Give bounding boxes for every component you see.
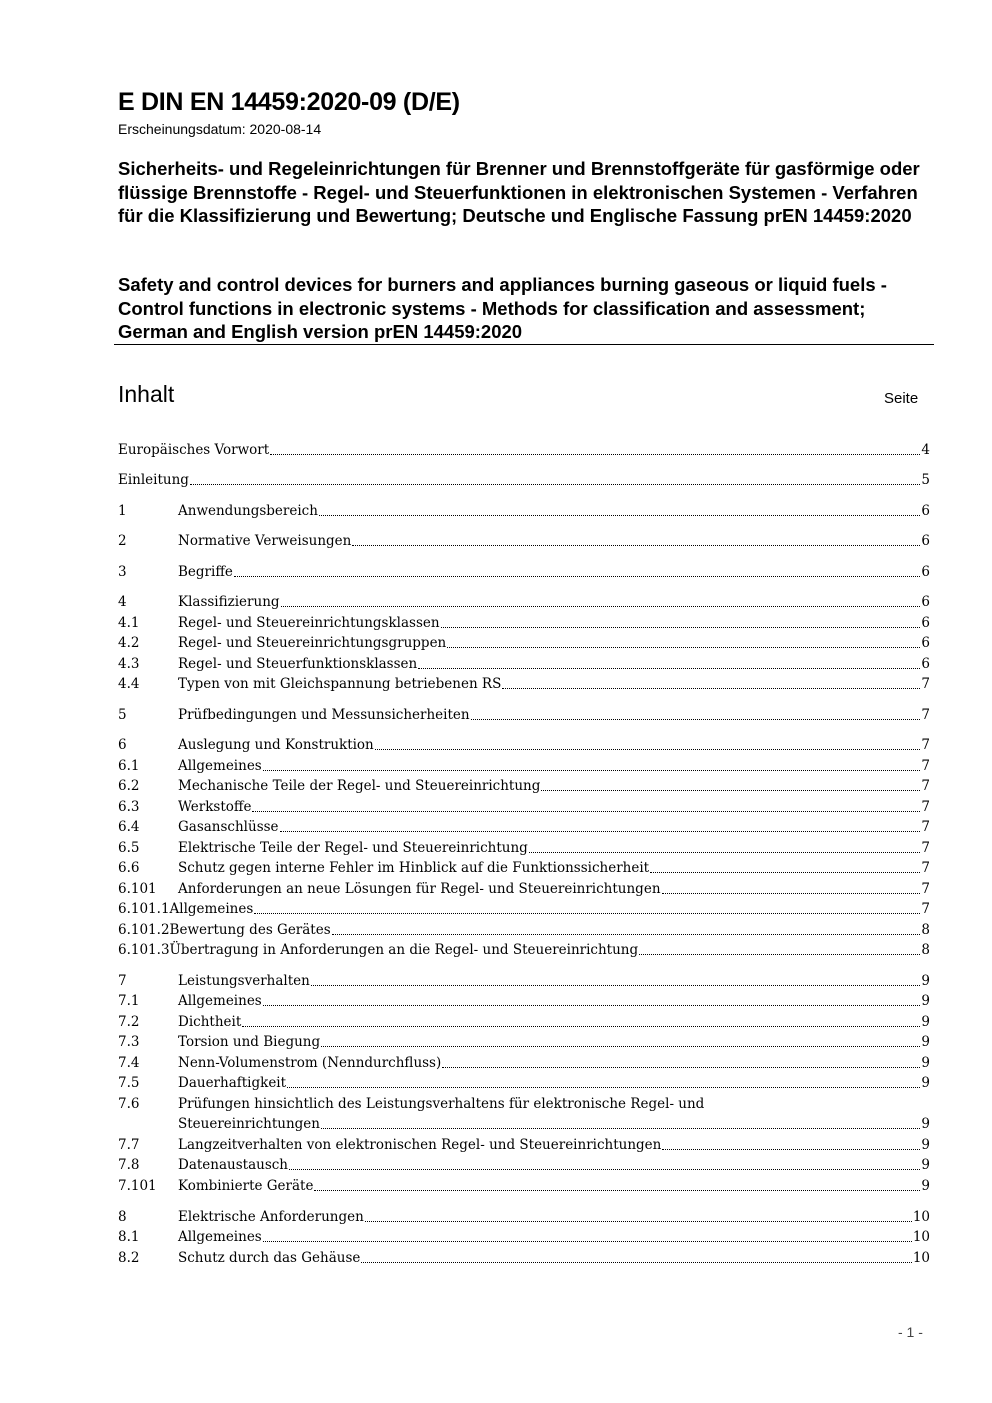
toc-entry-number: 2 [118, 533, 127, 549]
toc-leader-dots [502, 674, 920, 689]
toc-entry[interactable] [118, 531, 930, 551]
toc-entry-number: 7.2 [118, 1014, 140, 1030]
toc-entry-number: 7 [118, 973, 127, 989]
toc-leader-dots [289, 1155, 920, 1170]
toc-entry-title: Datenaustausch [178, 1157, 289, 1173]
toc-leader-dots [529, 838, 921, 853]
toc-entry-page: 6 [921, 533, 930, 549]
toc-entry-page: 9 [921, 1178, 930, 1194]
toc-entry-page: 7 [921, 737, 930, 753]
toc-entry[interactable] [118, 562, 930, 582]
toc-entry-number: 6.4 [118, 819, 140, 835]
toc-leader-dots [418, 654, 920, 669]
toc-entry-number: 4.3 [118, 656, 140, 672]
toc-entry-page: 7 [921, 778, 930, 794]
toc-leader-dots [242, 1012, 920, 1027]
toc-entry-number: 8.2 [118, 1250, 140, 1266]
toc-entry[interactable] [118, 633, 930, 653]
toc-entry[interactable] [118, 613, 930, 633]
toc-leader-dots [447, 633, 920, 648]
toc-entry-title: Anwendungsbereich [178, 503, 318, 519]
toc-entry-title: Leistungsverhalten [178, 973, 310, 989]
toc-entry-page: 6 [921, 635, 930, 651]
toc-entry-number: 6.101.3 [118, 942, 170, 958]
toc-entry[interactable] [118, 1155, 930, 1175]
title-divider [114, 344, 934, 345]
toc-entry-title: Europäisches Vorwort [118, 442, 270, 458]
toc-entry-number: 7.3 [118, 1034, 140, 1050]
toc-entry[interactable] [118, 735, 930, 755]
toc-entry[interactable] [118, 920, 930, 940]
toc-leader-dots [471, 705, 921, 720]
toc-entry[interactable] [118, 879, 930, 899]
toc-entry-number-spacer [118, 1114, 178, 1134]
toc-entry-title: Allgemeines [169, 901, 254, 917]
toc-entry-page: 7 [921, 676, 930, 692]
toc-entry-number: 6.2 [118, 778, 140, 794]
toc-entry-title: Regel- und Steuereinrichtungsgruppen [178, 635, 447, 651]
toc-entry-title: Schutz gegen interne Fehler im Hinblick auf die Funktionssicherheit [178, 860, 650, 876]
document-id: E DIN EN 14459:2020-09 (D/E) [118, 88, 460, 116]
toc-entry-title: Torsion und Biegung [178, 1034, 321, 1050]
toc-entry-page: 7 [921, 707, 930, 723]
toc-entry[interactable] [118, 817, 930, 837]
toc-entry-title: Allgemeines [178, 758, 262, 774]
toc-entry-number: 3 [118, 564, 127, 580]
toc-entry-title: Dichtheit [178, 1014, 242, 1030]
toc-entry[interactable] [118, 654, 930, 674]
toc-entry-number: 7.8 [118, 1157, 140, 1173]
toc-entry-title: Übertragung in Anforderungen an die Regel- und Steuereinrichtung [169, 942, 639, 958]
toc-entry-number: 4.4 [118, 676, 140, 692]
toc-entry-title: Regel- und Steuerfunktionsklassen [178, 656, 418, 672]
toc-entry-page: 10 [912, 1250, 930, 1266]
toc-entry-title: Allgemeines [178, 1229, 262, 1245]
toc-entry-page: 10 [912, 1229, 930, 1245]
toc-entry-page: 9 [921, 1075, 930, 1091]
toc-leader-dots [321, 1114, 920, 1129]
toc-entry-number: 6.101.1 [118, 901, 170, 917]
toc-entry-page: 9 [921, 1014, 930, 1030]
toc-entry-page: 9 [921, 973, 930, 989]
toc-entry-number: 4.2 [118, 635, 140, 651]
toc-entry-page: 7 [921, 881, 930, 897]
toc-entry-title: Auslegung und Konstruktion [178, 737, 374, 753]
toc-entry-title: Dauerhaftigkeit [178, 1075, 287, 1091]
toc-leader-dots [270, 440, 920, 455]
toc-entry-title: Bewertung des Gerätes [169, 922, 331, 938]
toc-entry[interactable] [118, 470, 930, 490]
toc-leader-dots [263, 1227, 912, 1242]
toc-entry-title: Prüfbedingungen und Messunsicherheiten [178, 707, 470, 723]
toc-leader-dots [662, 879, 921, 894]
toc-leader-dots [281, 592, 921, 607]
toc-leader-dots [365, 1207, 912, 1222]
toc-entry-page: 4 [921, 442, 930, 458]
toc-entry-title: Kombinierte Geräte [178, 1178, 314, 1194]
toc-entry-title: Einleitung [118, 472, 189, 488]
toc-entry[interactable] [118, 1227, 930, 1247]
toc-entry-page: 7 [921, 860, 930, 876]
toc-entry-title: Mechanische Teile der Regel- und Steuereinrichtung [178, 778, 541, 794]
toc-leader-dots [311, 971, 921, 986]
toc-leader-dots [234, 562, 921, 577]
toc-entry-title: Anforderungen an neue Lösungen für Regel- und Steuereinrichtungen [178, 881, 661, 897]
toc-entry-page: 6 [921, 594, 930, 610]
toc-entry[interactable] [118, 1207, 930, 1227]
toc-leader-dots [314, 1176, 920, 1191]
toc-entry-page: 6 [921, 615, 930, 631]
toc-entry-number: 8 [118, 1209, 127, 1225]
toc-entry[interactable] [118, 797, 930, 817]
toc-entry-title: Typen von mit Gleichspannung betriebenen RS [178, 676, 502, 692]
toc-entry-number: 6 [118, 737, 127, 753]
toc-entry-page: 9 [921, 1157, 930, 1173]
toc-entry-number: 6.1 [118, 758, 140, 774]
toc-leader-dots [321, 1032, 920, 1047]
toc-entry[interactable] [118, 899, 930, 919]
title-german: Sicherheits- und Regeleinrichtungen für Brenner und Brennstoffgeräte für gasförmige oder flüssige Brennstoffe - Regel- und Steuerfunktionen in elektronischen Systemen - Verfahren für die Klassifizierung und Bewertung; Deutsche und Englische Fassung prEN 14459:2020 [118, 158, 920, 226]
toc-entry-number: 1 [118, 503, 127, 519]
toc-entry[interactable] [118, 971, 930, 991]
toc-leader-dots [254, 899, 920, 914]
toc-entry-title: Langzeitverhalten von elektronischen Regel- und Steuereinrichtungen [178, 1137, 662, 1153]
toc-entry-number: 7.101 [118, 1178, 157, 1194]
toc-entry[interactable] [118, 1135, 930, 1155]
toc-leader-dots [442, 1053, 920, 1068]
toc-entry-title: Schutz durch das Gehäuse [178, 1250, 361, 1266]
title-english: Safety and control devices for burners and appliances burning gaseous or liquid fuels - Control functions in electronic systems - Methods for classification and assessment; German and English version prEN 14459:2020 [118, 274, 887, 342]
toc-entry-page: 9 [921, 1116, 930, 1132]
toc-entry[interactable] [118, 1176, 930, 1196]
toc-entry-page: 7 [921, 901, 930, 917]
toc-entry-title: Klassifizierung [178, 594, 280, 610]
toc-entry-page: 9 [921, 993, 930, 1009]
toc-entry-page: 9 [921, 1034, 930, 1050]
toc-entry[interactable] [118, 1032, 930, 1052]
toc-entry-page: 7 [921, 758, 930, 774]
toc-entry-title: Nenn-Volumenstrom (Nenndurchfluss) [178, 1055, 442, 1071]
toc-entry-page: 6 [921, 564, 930, 580]
toc-entry[interactable] [118, 501, 930, 521]
toc-entry[interactable] [118, 674, 930, 694]
toc-entry-number: 7.6 [118, 1096, 140, 1112]
toc-leader-dots [263, 991, 921, 1006]
toc-entry[interactable] [118, 991, 930, 1011]
toc-entry-title: Elektrische Teile der Regel- und Steuereinrichtung [178, 840, 528, 856]
toc-entry-continuation[interactable] [118, 1114, 930, 1134]
toc-entry-page: 7 [921, 840, 930, 856]
toc-entry-title: Werkstoffe [178, 799, 252, 815]
toc-entry-number: 4 [118, 594, 127, 610]
toc-leader-dots [662, 1135, 920, 1150]
toc-entry[interactable] [118, 1073, 930, 1093]
toc-leader-dots [280, 817, 921, 832]
toc-entry[interactable] [118, 858, 930, 878]
toc-entry-number: 7.5 [118, 1075, 140, 1091]
toc-entry-title: Normative Verweisungen [178, 533, 352, 549]
toc-entry[interactable] [118, 940, 930, 960]
toc-entry-page: 6 [921, 503, 930, 519]
toc-entry-number: 6.5 [118, 840, 140, 856]
toc-entry-number: 8.1 [118, 1229, 140, 1245]
toc-leader-dots [375, 735, 921, 750]
toc-entry-number: 7.7 [118, 1137, 140, 1153]
toc-leader-dots [287, 1073, 920, 1088]
toc-entry-number: 5 [118, 707, 127, 723]
toc-entry[interactable] [118, 1053, 930, 1073]
toc-entry[interactable] [118, 705, 930, 725]
toc-entry-title: Steuereinrichtungen [178, 1116, 320, 1132]
toc-leader-dots [352, 531, 920, 546]
toc-entry[interactable] [118, 592, 930, 612]
toc-entry-number: 6.101 [118, 881, 157, 897]
toc-page-column-heading: Seite [884, 390, 919, 407]
toc-entry-title: Elektrische Anforderungen [178, 1209, 364, 1225]
toc-entry[interactable] [118, 440, 930, 460]
toc-leader-dots [639, 940, 920, 955]
toc-entry-number: 6.101.2 [118, 922, 170, 938]
toc-entry-title: Allgemeines [178, 993, 262, 1009]
toc-entry-page: 7 [921, 819, 930, 835]
toc-entry[interactable] [118, 776, 930, 796]
toc-leader-dots [541, 776, 920, 791]
toc-entry-number: 6.3 [118, 799, 140, 815]
toc-entry-page: 10 [912, 1209, 930, 1225]
toc-entry-title: Begriffe [178, 564, 233, 580]
toc-entry-page: 6 [921, 656, 930, 672]
toc-entry-page: 9 [921, 1137, 930, 1153]
toc-entry[interactable] [118, 1248, 930, 1268]
toc-leader-dots [441, 613, 921, 628]
toc-entry-title: Regel- und Steuereinrichtungsklassen [178, 615, 440, 631]
toc-leader-dots [263, 756, 921, 771]
toc-leader-dots [361, 1248, 911, 1263]
toc-leader-dots [252, 797, 920, 812]
toc-entry-title: Gasanschlüsse [178, 819, 279, 835]
toc-leader-dots [190, 470, 920, 485]
toc-entry[interactable] [118, 1012, 930, 1032]
toc-leader-dots [319, 501, 920, 516]
toc-entry-page: 7 [921, 799, 930, 815]
toc-leader-dots [650, 858, 920, 873]
toc-entry-page: 9 [921, 1055, 930, 1071]
page-number: - 1 - [898, 1324, 923, 1340]
toc-leader-dots [332, 920, 921, 935]
toc-entry-page: 8 [921, 922, 930, 938]
toc-entry[interactable] [118, 838, 930, 858]
toc-entry-number: 7.1 [118, 993, 140, 1009]
toc-entry[interactable] [118, 1094, 930, 1114]
toc-entry-page: 8 [921, 942, 930, 958]
toc-entry-number: 7.4 [118, 1055, 140, 1071]
toc-entry[interactable] [118, 756, 930, 776]
publication-date: Erscheinungsdatum: 2020-08-14 [118, 121, 322, 137]
toc-entry-title: Prüfungen hinsichtlich des Leistungsverhaltens für elektronische Regel- und [178, 1096, 705, 1112]
toc-entry-number: 4.1 [118, 615, 140, 631]
toc-entry-page: 5 [921, 472, 930, 488]
toc-heading: Inhalt [118, 381, 175, 407]
toc-entry-number: 6.6 [118, 860, 140, 876]
